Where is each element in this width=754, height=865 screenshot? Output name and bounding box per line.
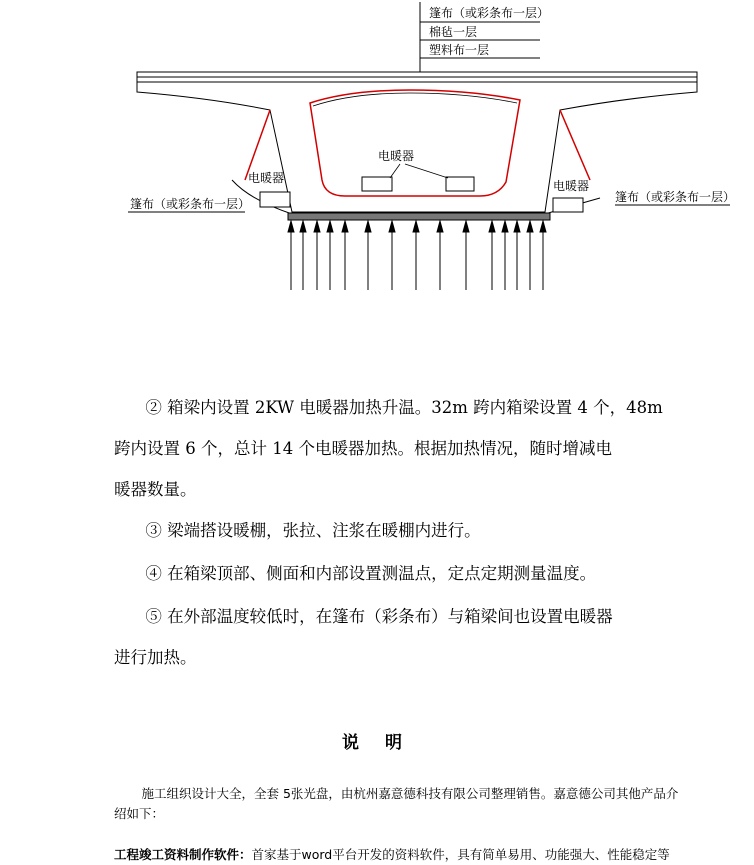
notes-intro: 施工组织设计大全，全套 5张光盘，由杭州嘉意德科技有限公司整理销售。嘉意德公司其他产品介绍如下： bbox=[114, 786, 679, 821]
label-top-tarp: 篷布（或彩条布一层） bbox=[429, 6, 550, 20]
heater-right bbox=[553, 198, 583, 212]
paragraph-4: ④ 在箱梁顶部、侧面和内部设置测温点，定点定期测量温度。 bbox=[145, 564, 597, 583]
outer-insulation bbox=[245, 110, 590, 180]
label-heater-center: 电暖器 bbox=[378, 149, 415, 163]
support-arrowhead bbox=[288, 221, 294, 232]
paragraph-2-line-2: 跨内设置 6 个，总计 14 个电暖器加热。根据加热情况，随时增减电 bbox=[114, 439, 612, 458]
product-name: 工程竣工资料制作软件： bbox=[114, 847, 252, 862]
support-arrowhead bbox=[437, 221, 443, 232]
support-arrowhead bbox=[342, 221, 348, 232]
support-arrowhead bbox=[413, 221, 419, 232]
label-felt: 棉毡一层 bbox=[429, 25, 478, 39]
support-arrowhead bbox=[502, 221, 508, 232]
deck-slab bbox=[137, 72, 697, 82]
paragraph-2 bbox=[114, 387, 674, 510]
paragraph-2-line-3: 暖器数量。 bbox=[114, 480, 197, 499]
support-arrowhead bbox=[514, 221, 520, 232]
support-arrowhead bbox=[540, 221, 546, 232]
support-arrowhead bbox=[365, 221, 371, 232]
label-side-tarp-left: 篷布（或彩条布一层） bbox=[130, 197, 251, 211]
paragraph-5-line-1: ⑤ 在外部温度较低时，在篷布（彩条布）与箱梁间也设置电暖器 bbox=[145, 607, 613, 626]
support-arrowhead bbox=[300, 221, 306, 232]
paragraph-3: ③ 梁端搭设暖棚，张拉、注浆在暖棚内进行。 bbox=[145, 521, 481, 540]
label-heater-right: 电暖器 bbox=[553, 179, 590, 193]
support-arrowhead bbox=[389, 221, 395, 232]
support-arrows bbox=[288, 221, 546, 290]
girder-outline bbox=[137, 82, 697, 212]
inner-cell-insulation bbox=[310, 90, 520, 196]
bottom-plate bbox=[288, 213, 550, 220]
heater-center-right bbox=[446, 177, 474, 191]
label-plastic: 塑料布一层 bbox=[429, 43, 490, 57]
label-heater-left: 电暖器 bbox=[248, 171, 285, 185]
support-arrowhead bbox=[327, 221, 333, 232]
notes-title: 说 明 bbox=[342, 733, 412, 753]
product-line bbox=[114, 845, 694, 865]
product-desc: 首家基于word平台开发的资料软件，具有简单易用、功能强大、性能稳定等 bbox=[251, 847, 670, 862]
support-arrowhead bbox=[314, 221, 320, 232]
box-girder-insulation-diagram bbox=[0, 0, 754, 300]
heater-center-left bbox=[362, 177, 392, 191]
support-arrowhead bbox=[527, 221, 533, 232]
support-arrowhead bbox=[463, 221, 469, 232]
heaters bbox=[260, 177, 583, 212]
paragraph-5-line-2: 进行加热。 bbox=[114, 648, 197, 667]
support-arrowhead bbox=[489, 221, 495, 232]
heater-left bbox=[260, 192, 290, 207]
heater-leaders bbox=[390, 164, 448, 178]
label-side-tarp-right: 篷布（或彩条布一层） bbox=[615, 190, 736, 204]
paragraph-5 bbox=[114, 596, 674, 678]
paragraph-2-line-1: ② 箱梁内设置 2KW 电暖器加热升温。32m 跨内箱梁设置 4 个，48m bbox=[145, 398, 663, 417]
